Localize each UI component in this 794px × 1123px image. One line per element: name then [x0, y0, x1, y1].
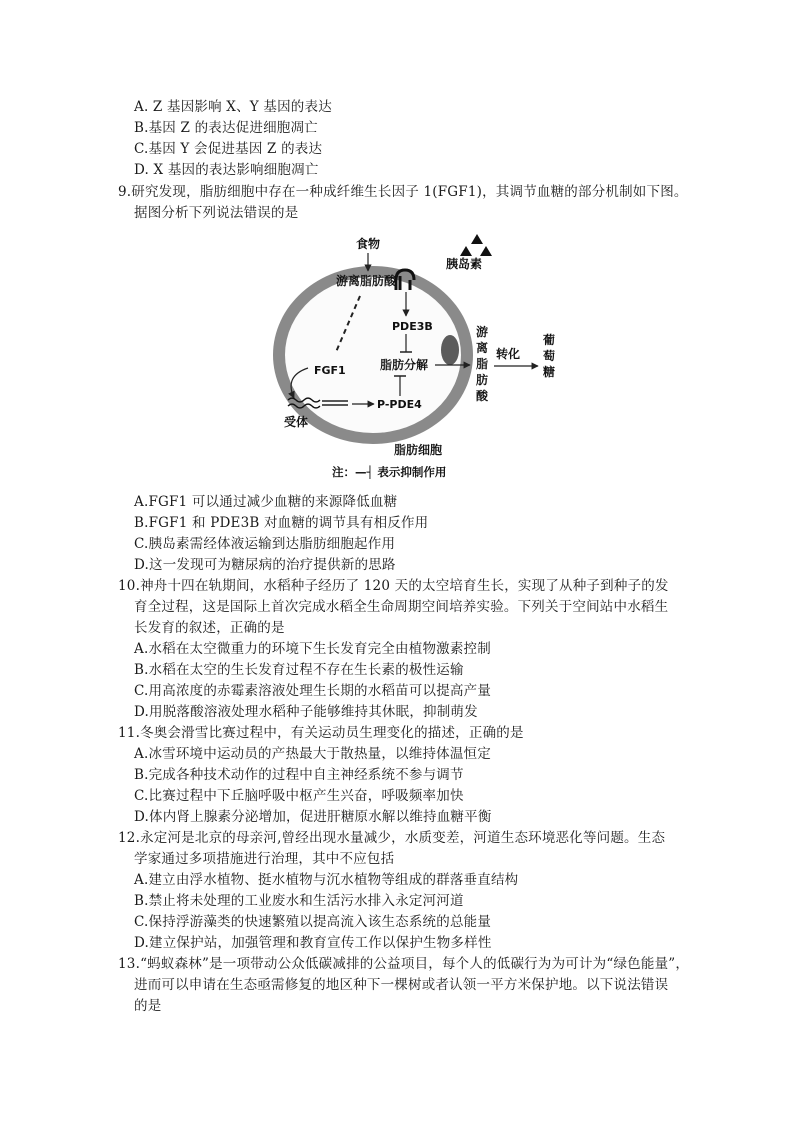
q10-stem-line3: 长发育的叙述，正确的是 [134, 620, 285, 636]
label-ffa-side-1: 游 [476, 325, 489, 339]
q10-stem-line2: 育全过程，这是国际上首次完成水稻全生命周期空间培养实验。下列关于空间站中水稻生 [134, 599, 669, 615]
q9-option-b: B.FGF1 和 PDE3B 对血糖的调节具有相反作用 [134, 515, 429, 531]
q11-option-c: C.比赛过程中下丘脑呼吸中枢产生兴奋，呼吸频率加快 [134, 788, 464, 804]
label-convert: 转化 [496, 347, 521, 361]
q8-option-d: D. X 基因的表达影响细胞凋亡 [134, 162, 319, 178]
q10-option-a: A.水稻在太空微重力的环境下生长发育完全由植物激素控制 [134, 641, 491, 657]
label-ffa-side-5: 酸 [476, 389, 489, 403]
q8-option-a: A. Z 基因影响 X、Y 基因的表达 [134, 99, 332, 115]
q11-stem-line1: 11.冬奥会滑雪比赛过程中，有关运动员生理变化的描述，正确的是 [118, 725, 524, 741]
nucleus [441, 335, 459, 365]
q13-stem-line3: 的是 [134, 998, 162, 1014]
q11-option-d: D.体内肾上腺素分泌增加，促进肝糖原水解以维持血糖平衡 [134, 809, 492, 825]
q12-option-c: C.保持浮游藻类的快速繁殖以提高流入该生态系统的总能量 [134, 914, 492, 930]
q9-stem-line1: 9.研究发现，脂肪细胞中存在一种成纤维生长因子 1(FGF1)，其调节血糖的部分机制如下图。 [118, 184, 688, 200]
q13-stem-line2: 进而可以申请在生态亟需修复的地区种下一棵树或者认领一平方米保护地。以下说法错误 [134, 977, 669, 993]
q8-option-c: C.基因 Y 会促进基因 Z 的表达 [134, 141, 323, 157]
label-ffa-side-3: 脂 [476, 357, 489, 371]
q10-option-b: B.水稻在太空的生长发育过程不存在生长素的极性运输 [134, 662, 464, 678]
q9-stem-line2: 据图分析下列说法错误的是 [134, 205, 299, 221]
insulin-triangle [460, 246, 472, 256]
label-glucose-2: 萄 [543, 349, 556, 363]
insulin-triangle [480, 246, 492, 256]
q8-option-b: B.基因 Z 的表达促进细胞凋亡 [134, 120, 318, 136]
insulin-triangle [471, 234, 483, 244]
label-adipocyte: 脂肪细胞 [394, 443, 443, 457]
label-p-pde4: P-PDE4 [377, 398, 422, 411]
label-glucose-1: 葡 [543, 333, 556, 347]
label-food: 食物 [356, 237, 381, 251]
q12-option-a: A.建立由浮水植物、挺水植物与沉水植物等组成的群落垂直结构 [134, 872, 519, 888]
q11-option-b: B.完成各种技术动作的过程中自主神经系统不参与调节 [134, 767, 464, 783]
diagram-note: 注：—┤ 表示抑制作用 [332, 465, 447, 479]
q9-option-c: C.胰岛素需经体液运输到达脂肪细胞起作用 [134, 536, 396, 552]
label-receptor: 受体 [284, 415, 309, 429]
q12-stem-line2: 学家通过多项措施进行治理，其中不应包括 [134, 851, 395, 867]
q9-adipocyte-diagram [270, 228, 590, 490]
q10-stem-line1: 10.神舟十四在轨期间，水稻种子经历了 120 天的太空培育生长，实现了从种子到种子的发 [118, 578, 669, 594]
q12-option-b: B.禁止将未处理的工业废水和生活污水排入永定河河道 [134, 893, 464, 909]
q12-stem-line1: 12.永定河是北京的母亲河,曾经出现水量减少，水质变差，河道生态环境恶化等问题。生态 [118, 830, 666, 846]
label-insulin: 胰岛素 [446, 257, 483, 271]
label-fgf1: FGF1 [314, 364, 346, 377]
label-glucose-3: 糖 [543, 365, 556, 379]
label-ffa-side-4: 肪 [476, 373, 489, 387]
label-free-fatty-acid-top: 游离脂肪酸 [336, 274, 397, 288]
label-ffa-side-2: 离 [476, 341, 489, 355]
label-pde3b: PDE3B [392, 320, 433, 333]
q9-option-a: A.FGF1 可以通过减少血糖的来源降低血糖 [134, 494, 398, 510]
q12-option-d: D.建立保护站，加强管理和教育宣传工作以保护生物多样性 [134, 935, 492, 951]
cell-membrane-inner [285, 277, 461, 433]
q10-option-d: D.用脱落酸溶液处理水稻种子能够维持其休眠，抑制萌发 [134, 704, 478, 720]
q9-option-d: D.这一发现可为糖尿病的治疗提供新的思路 [134, 557, 396, 573]
q13-stem-line1: 13.“蚂蚁森林”是一项带动公众低碳减排的公益项目，每个人的低碳行为为可计为“绿色能量”， [118, 956, 690, 972]
label-lipolysis: 脂肪分解 [380, 358, 429, 372]
q10-option-c: C.用高浓度的赤霉素溶液处理生长期的水稻苗可以提高产量 [134, 683, 492, 699]
q11-option-a: A.冰雪环境中运动员的产热最大于散热量，以维持体温恒定 [134, 746, 491, 762]
